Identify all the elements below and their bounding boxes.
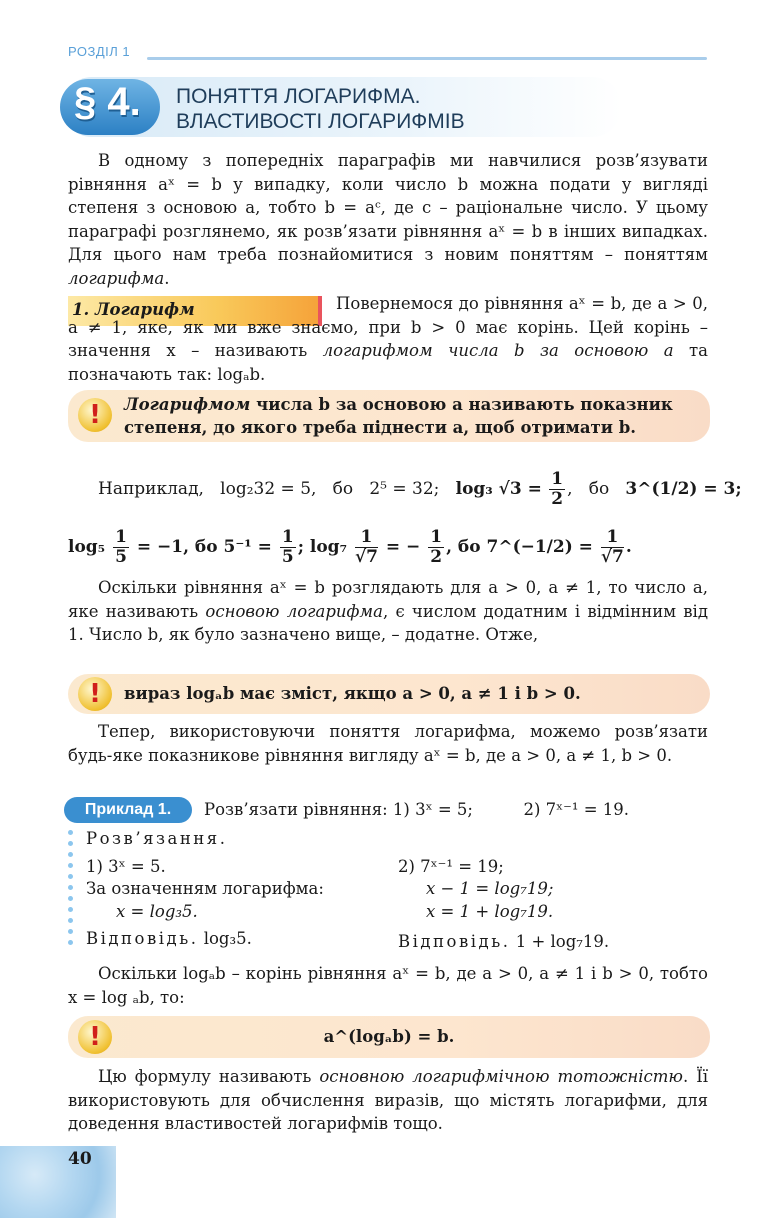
identity-text-1: Цю формулу називають [98, 1067, 312, 1086]
frac-num: 1 [430, 527, 443, 547]
page-title [176, 84, 465, 134]
answer-value: log₃5. [203, 929, 252, 948]
domain-warning-box [68, 674, 710, 714]
frac-den: 5 [281, 547, 294, 567]
frac-den: 2 [551, 489, 564, 509]
solve-paragraph [68, 720, 708, 767]
frac-num: 1 [551, 469, 564, 489]
title-line-1: ПОНЯТТЯ ЛОГАРИФМА. [176, 85, 421, 108]
base-paragraph [68, 576, 708, 647]
identity-term: основною логарифмічною тотожністю [319, 1067, 683, 1086]
frac-num: 1 [601, 528, 624, 548]
examples-lead: Наприклад, [98, 479, 204, 499]
subsection-term: логарифмом числа b за основою a [322, 341, 674, 360]
answer-value: 1 + log₇19. [515, 932, 610, 951]
solve-text: Тепер, використовуючи поняття логарифма, можемо розв’язати будь-яке показникове рівняння вигляду aˣ = b, де a > 0, a ≠ 1, b > 0. [68, 722, 708, 765]
frac-den: √7 [600, 547, 624, 567]
paragraph-number: § 4. [74, 80, 141, 124]
left-step-1: 1) 3ˣ = 5. [86, 857, 166, 876]
base-term: основою логарифма [205, 601, 383, 621]
example-badge: Приклад 1. [64, 797, 192, 823]
section-label: РОЗДІЛ 1 [68, 44, 131, 59]
because-word: бо [332, 479, 354, 499]
example-log2: log₂32 = 5, [220, 479, 317, 499]
identity-text-2: . Її використовують для обчислення виразів, що містять логарифми, для доведення властивостей логарифмів тощо. [68, 1067, 708, 1133]
subsection-heading-label: 1. Логарифм [72, 300, 195, 319]
corner-decoration [0, 1146, 116, 1218]
fraction-one-half-2 [428, 528, 444, 567]
example-task [204, 799, 629, 821]
example-log7-power: , бо 7^(−1/2) = [446, 537, 593, 557]
example-log5-mid: = −1, бо 5⁻¹ = [136, 537, 272, 557]
subsection-text-2: та позначають так: logₐb. [68, 341, 708, 384]
identity-intro-text: Оскільки logₐb – корінь рівняння aˣ = b, де a > 0, a ≠ 1 і b > 0, тобто x = log ₐb, то: [68, 964, 708, 1007]
frac-num: 1 [115, 527, 127, 547]
definition-box [68, 390, 710, 442]
intro-term: логарифма [68, 268, 165, 288]
identity-paragraph [68, 1065, 708, 1136]
identity-box [68, 1016, 710, 1058]
frac-den: √7 [354, 547, 378, 567]
example-log7-left: ; log₇ [297, 537, 348, 557]
answer-label: Відповідь. [86, 929, 199, 948]
intro-paragraph: В одному з попередніх параграфів ми навчилися розв’язувати рівняння aˣ = b у випадку, коли число b можна подати у вигляді степеня з основою a, тобто b = aᶜ, де c – раціональне число. У цьому параграфі розглянемо, як розв’язати рівняння aˣ = b в інших випадках. Для цього нам треба познайомитися з новим поняттям – поняттям логарифма. [68, 151, 708, 288]
base-text-2: , є числом додатним і відмінним від 1. Число b, як було зазначено вище, – додатне. Отже, [68, 601, 708, 644]
because-word: бо [588, 479, 610, 499]
identity-intro-paragraph [68, 962, 708, 1009]
right-step-3: x = 1 + log₇19. [426, 902, 554, 921]
left-answer [86, 928, 252, 950]
definition-term: Логарифмом [124, 395, 251, 414]
right-step-2: x − 1 = log₇19; [426, 879, 554, 898]
example-task-1: Розв’язати рівняння: 1) 3ˣ = 5; [204, 800, 473, 819]
fraction-one-over-root7-2 [601, 528, 624, 567]
definition-rest: числа b за основою a називають показник степеня, до якого треба піднести a, щоб отримати b. [124, 395, 673, 437]
title-line-2: ВЛАСТИВОСТІ ЛОГАРИФМІВ [176, 110, 465, 133]
exclamation-icon: ! [78, 677, 112, 711]
example-log7-mid: = − [385, 537, 421, 557]
right-step-1: 2) 7ˣ⁻¹ = 19; [398, 857, 504, 876]
fraction-one-over-root7 [355, 528, 378, 567]
left-step-2: За означенням логарифма: [86, 879, 324, 898]
frac-den: 2 [430, 547, 443, 567]
example-power3: 3^(1/2) = 3; [625, 479, 742, 499]
definition-text [124, 393, 700, 439]
subsection-paragraph [68, 292, 708, 386]
subsection-text-1: Повернемося до рівняння aˣ = b, де a > 0, a ≠ 1, яке, як ми вже знаємо, при b > 0 має корінь. Цей корінь – значення x – називають [68, 294, 708, 360]
answer-label: Відповідь. [398, 932, 511, 951]
left-step-3: x = log₃5. [116, 902, 198, 921]
identity-formula: a^(logₐb) = b. [323, 1027, 455, 1046]
page-number: 40 [68, 1149, 92, 1169]
example-log5-left: log₅ [68, 537, 106, 557]
exclamation-icon: ! [78, 1020, 112, 1054]
right-answer [398, 931, 609, 953]
example-power2: 2⁵ = 32; [369, 479, 440, 499]
exclamation-icon: ! [78, 398, 112, 432]
frac-num: 1 [355, 528, 378, 548]
intro-text: В одному з попередніх параграфів ми навчилися розв’язувати рівняння aˣ = b у випадку, коли число b можна подати у вигляді степеня з основою a, тобто b = aᶜ, де c – раціональне число. У цьому параграфі розглянемо, як розв’язати рівняння aˣ = b в інших випадках. Для цього нам треба познайомитися з новим поняттям – поняттям [68, 151, 708, 264]
examples-line-1: Наприклад, log₂32 = 5, бо 2⁵ = 32; log₃ √3 = $\frac{1}{2}$ , бо 3^(1/2) = 3; [98, 469, 742, 509]
domain-warning-text: вираз logₐb має зміст, якщо a > 0, a ≠ 1 і b > 0. [124, 684, 581, 703]
section-rule [147, 57, 707, 60]
frac-num: 1 [281, 527, 294, 547]
base-text-1: Оскільки рівняння aˣ = b розглядають для a > 0, a ≠ 1, то число a, яке називають [68, 578, 708, 621]
frac-den: 5 [115, 547, 127, 567]
fraction-one-half [549, 470, 565, 509]
fraction-one-fifth-2 [280, 528, 296, 567]
examples-line-2: log₅ $\frac{1}{5}$ = −1, бо 5⁻¹ = $\frac{1}{5}$ ; log₇ $\frac{1}{√7}$ = − $\frac{1}{2}$ , бо 7^(−1/2) = $\frac{1}{√7}$ . [68, 527, 632, 567]
fraction-one-fifth [113, 528, 129, 567]
example-task-2: 2) 7ˣ⁻¹ = 19. [523, 800, 630, 819]
solution-label: Розв’язання. [86, 829, 228, 848]
example-log3-left: log₃ √3 = [455, 479, 542, 499]
solution-dots [68, 830, 74, 951]
